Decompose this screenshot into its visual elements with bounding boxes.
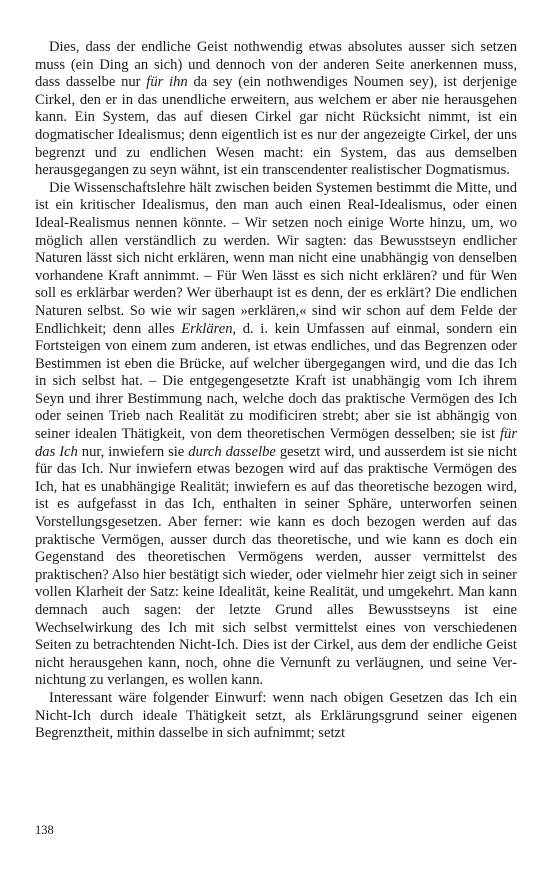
text-run: nur, inwiefern sie	[77, 443, 189, 460]
paragraph-1	[35, 39, 517, 180]
emphasis-text: durch dasselbe	[188, 443, 276, 460]
emphasis-text: Erklären	[181, 320, 233, 337]
paragraph-2	[35, 180, 517, 690]
text-run: da sey (ein nothwendiges Noumen sey), ist derjenige Cirkel, den er in das unendliche erweitern, aus welchem er aber nie herausgehen kann. Ein System, das auf diesen Cirkel gar nicht Rücksicht nimmt, ist ein dogmatischer Idealismus; denn eigentlich ist es nur der angezeigte Cirkel, der uns begrenzt und zu endlichen Wesen macht: ein System, das aus demselben herausgegangen zu seyn wähnt, ist ein transcendenter realistischer Dogmatismus.	[35, 74, 517, 179]
body-text	[35, 39, 517, 743]
text-run: Dies, dass der endliche Geist nothwendig etwas absolutes ausser sich setzen muss (ein Ding an sich) und dennoch von der anderen Seite anerkennen muss, dass dasselbe nur	[35, 39, 517, 91]
emphasis-text: für ihn	[146, 74, 188, 91]
paragraph-3	[35, 690, 517, 743]
page-number: 138	[35, 823, 54, 837]
emphasis-text: für das Ich	[35, 426, 517, 460]
text-run: gesetzt wird, und ausserdem ist sie nicht für das Ich. Nur inwiefern etwas bezogen wird auf das praktische Vermögen des Ich, hat es unabhängige Realität; inwiefern es auf das theoretische bezogen wird, ist es aufgefasst in das Ich, enthalten in seiner Sphäre, unterworfen seinen Vorstellungsgesetzen. Aber ferner: wie kann es doch bezogen werden auf das praktische Vermögen, ausser durch das theoretische, und wie kann es doch ein Gegenstand des theoretischen Vermögens werden, ausser vermittelst des praktischen? Also hier bestätigt sich wieder, oder vielmehr hier zeigt sich in seiner vollen Klarheit der Satz: keine Idealität, keine Realität, und umgekehrt. Man kann demnach auch sagen: der letzte Grund alles Bewusstseyns ist eine Wechselwirkung des Ich mit sich selbst vermittelst eines von verschiedenen Seiten zu betrachtenden Nicht-Ich. Dies ist der Cirkel, aus dem der endliche Geist nicht herausgehen kann, noch, ohne die Vernunft zu verläugnen, und seine Vernichtung zu verlangen, es wollen kann.	[35, 443, 517, 689]
text-run: Die Wissenschaftslehre hält zwischen beiden Systemen bestimmt die Mitte, und ist ein kritischer Idealismus, den man auch einen Real-Idealismus, oder einen Ideal-Realismus nennen könnte. – Wir setzen noch einige Worte hinzu, um, wo möglich allen verständlich zu werden. Wir sagten: das Bewusstseyn endlicher Naturen lässt sich nicht erklären, wenn man nicht eine unabhängig von denselben vorhandene Kraft annimmt. – Für Wen lässt es sich nicht erklären? und für Wen soll es erklärbar werden? Wer überhaupt ist es denn, der es erklärt? Die endlichen Naturen selbst. So wie wir sagen »erklären,« sind wir schon auf dem Felde der Endlichkeit; denn alles	[35, 179, 517, 337]
text-run: Interessant wäre folgender Einwurf: wenn nach obigen Gesetzen das Ich ein Nicht-Ich durch ideale Thätigkeit setzt, als Erklärungsgrund seiner eigenen Begrenztheit, mithin dasselbe in sich aufnimmt; setzt	[35, 689, 517, 742]
text-run: , d. i. kein Umfassen auf einmal, sondern ein Fortsteigen von einem zum anderen, ist etwas endliches, und das Begrenzen oder Bestimmen ist eben die Brücke, auf welcher übergegangen wird, und die das Ich in sich selbst hat. – Die entgegengesetzte Kraft ist unabhängig vom Ich ihrem Seyn und ihrer Bestimmung nach, welche doch das praktische Vermögen des Ich oder seinen Trieb nach Realität zu modificiren strebt; aber sie ist abhängig von seiner idealen Thätigkeit, von dem theoretischen Vermögen desselben; sie ist	[35, 320, 517, 443]
